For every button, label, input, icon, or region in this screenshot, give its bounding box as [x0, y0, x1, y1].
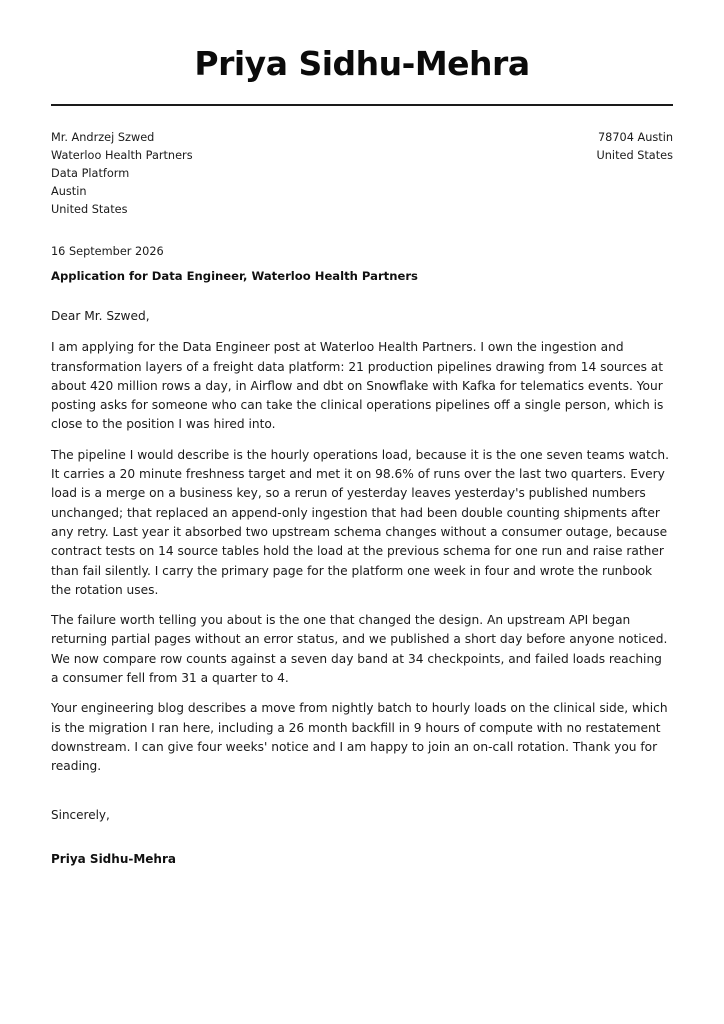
sender-country: United States: [596, 148, 673, 162]
recipient-country: United States: [51, 202, 128, 216]
sender-address-block: [597, 129, 674, 165]
letter-subject: Application for Data Engineer, Waterloo Health Partners: [51, 269, 418, 283]
recipient-department: Data Platform: [51, 166, 130, 180]
applicant-name-heading: Priya Sidhu-Mehra: [194, 44, 530, 83]
body-paragraph-1: I am applying for the Data Engineer post at Waterloo Health Partners. I own the ingestion and transformation layers of a freight data platform: 21 production pipelines drawing from 14 sources at about 420 million rows a day, in Airflow and dbt on Snowflake with Kafka for telematics events. Your posting asks for someone who can take the clinical operations pipelines off a single person, which is close to the position I was hired into.: [51, 340, 664, 432]
body-paragraph-4: Your engineering blog describes a move from nightly batch to hourly loads on the clinical side, which is the migration I ran here, including a 26 month backfill in 9 hours of compute with no restatement downstream. I can give four weeks' notice and I am happy to join an on-call rotation. Thank you for reading.: [51, 701, 668, 774]
recipient-city: Austin: [51, 184, 87, 198]
letter-date: 16 September 2026: [51, 245, 164, 258]
body-paragraph-2: The pipeline I would describe is the hourly operations load, because it is the one seven teams watch. It carries a 20 minute freshness target and met it on 98.6% of runs over the last two quarters. Every load is a merge on a business key, so a rerun of yesterday leaves yesterday's published numbers unchanged; that replaced an append-only ingestion that had been double counting shipments after any retry. Last year it absorbed two upstream schema changes without a consumer outage, because contract tests on 14 source tables hold the load at the previous schema for one run and raise rather than fail silently. I carry the primary page for the platform one week in four and wrote the runbook the rotation uses.: [51, 447, 670, 597]
sender-postcode-city: 78704 Austin: [597, 131, 673, 144]
letter-body: [51, 307, 673, 788]
recipient-name: Mr. Andrzej Szwed: [51, 131, 155, 144]
header-divider: [51, 104, 673, 106]
recipient-organization: Waterloo Health Partners: [51, 148, 193, 162]
salutation: Dear Mr. Szwed,: [51, 309, 150, 323]
recipient-address-block: [51, 129, 193, 219]
body-paragraph-3: The failure worth telling you about is the one that changed the design. An upstream API began returning partial pages without an error status, and we published a short day before anyone noticed. We now compare row counts against a seven day band at 34 checkpoints, and failed loads reaching a consumer fell from 31 a quarter to 4.: [51, 613, 668, 686]
closing-phrase: Sincerely,: [51, 808, 110, 822]
signature-name: Priya Sidhu-Mehra: [51, 852, 176, 866]
